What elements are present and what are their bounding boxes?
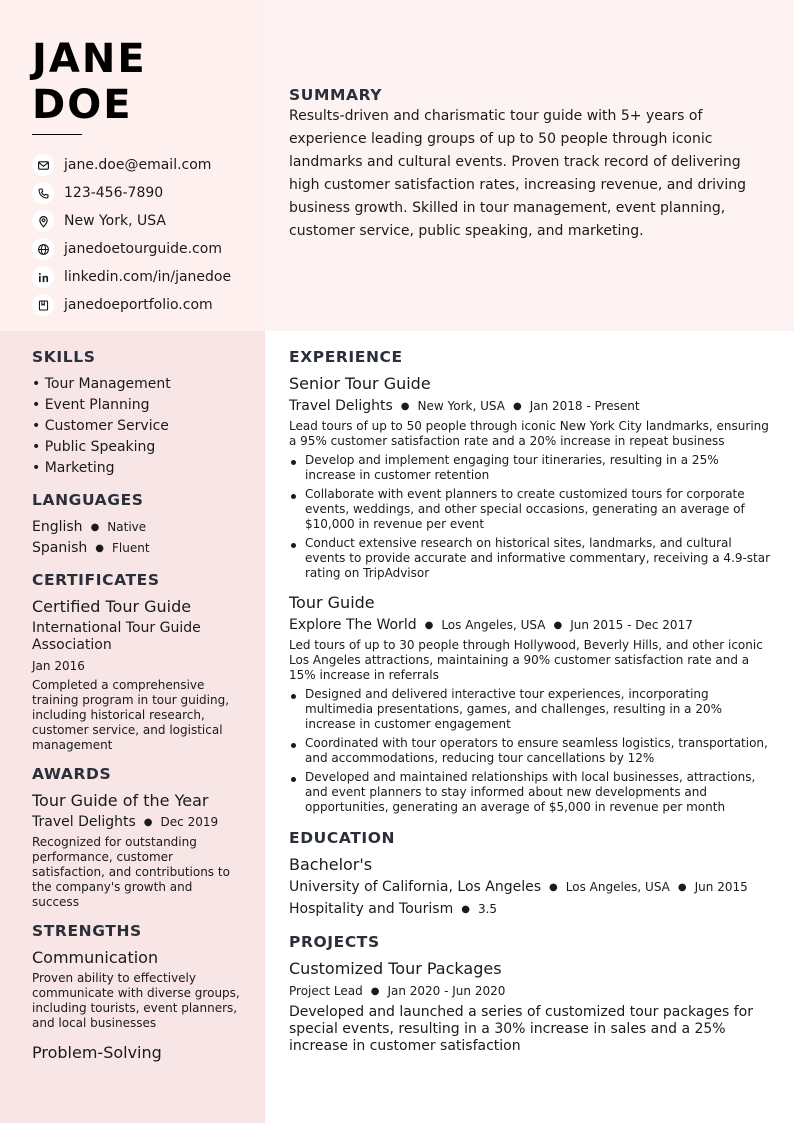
education-date: Jun 2015 — [694, 880, 748, 894]
award-meta — [32, 814, 242, 831]
certificate-date: Jan 2016 — [32, 659, 85, 673]
job-location: Los Angeles, USA — [441, 618, 546, 632]
awards-heading: AWARDS — [32, 765, 112, 783]
award-issuer: Travel Delights — [32, 814, 136, 830]
job-title: Senior Tour Guide — [289, 374, 431, 393]
summary-text: Results-driven and charismatic tour guide with 5+ years of experience leading groups of up to 50 people through iconic landmarks and cultural events. Proven track record of delivering high customer satisfaction rates, increasing revenue, and driving business growth. Skilled in tour management, event planning, customer service, public speaking, and marketing. — [289, 108, 746, 239]
skill-item: • Marketing — [32, 460, 115, 476]
certificate-issuer: International Tour Guide Association — [32, 620, 201, 653]
separator-dot: ● — [553, 620, 563, 631]
first-name: JANE — [32, 36, 147, 82]
separator-dot: ● — [549, 882, 558, 893]
language-item — [32, 517, 242, 538]
job-dates: Jun 2015 - Dec 2017 — [570, 618, 693, 632]
job-bullet: Collaborate with event planners to create customized tours for corporate events, weddings, and other special occasions, generating an average of $10,000 in revenue per event — [289, 487, 771, 532]
skill-item: • Event Planning — [32, 397, 150, 413]
strength-description: Proven ability to effectively communicate with diverse groups, including tourists, event planners, and local businesses — [32, 971, 240, 1030]
job-entry — [289, 374, 771, 581]
strength-title: Problem-Solving — [32, 1043, 162, 1062]
job-bullets — [289, 687, 771, 815]
job-bullet: Coordinated with tour operators to ensure seamless logistics, transportation, and accommodations, reducing tour cancellations by 12% — [289, 736, 771, 766]
separator-dot: ● — [370, 986, 380, 997]
language-item — [32, 538, 242, 559]
experience-section — [289, 348, 771, 815]
contact-linkedin-text: linkedin.com/in/janedoe — [64, 269, 232, 285]
job-meta — [289, 397, 771, 416]
skill-item: • Customer Service — [32, 418, 169, 434]
job-bullet: Conduct extensive research on historical sites, landmarks, and cultural events to provide accurate and informative commentary, receiving a 4.9-star rating on TripAdvisor — [289, 536, 771, 581]
skill-item: • Tour Management — [32, 376, 171, 392]
email-icon — [32, 154, 54, 176]
main-content — [289, 348, 771, 1069]
contact-location-text: New York, USA — [64, 213, 166, 229]
contact-email[interactable] — [32, 151, 231, 179]
skills-section — [32, 348, 242, 479]
project-title: Customized Tour Packages — [289, 959, 502, 978]
school-location: Los Angeles, USA — [565, 880, 670, 894]
job-description: Lead tours of up to 50 people through iconic New York City landmarks, ensuring a 95% customer satisfaction rate and a 20% increase in repeat business — [289, 419, 769, 448]
languages-section — [32, 491, 242, 559]
gpa: 3.5 — [477, 902, 498, 916]
candidate-name — [32, 36, 147, 128]
strengths-section — [32, 922, 242, 1063]
separator-dot: ● — [400, 401, 410, 412]
certificate-description: Completed a comprehensive training program in tour guiding, including historical research, customer service, and logistical management — [32, 678, 230, 752]
separator-dot: ● — [677, 882, 687, 893]
linkedin-icon — [32, 266, 54, 288]
job-bullets — [289, 453, 771, 581]
experience-heading: EXPERIENCE — [289, 348, 403, 366]
separator-dot: ● — [90, 522, 100, 533]
separator-dot: ● — [95, 543, 105, 554]
strengths-heading: STRENGTHS — [32, 922, 142, 940]
projects-section — [289, 933, 771, 1055]
job-title: Tour Guide — [289, 593, 375, 612]
job-bullet: Developed and maintained relationships with local businesses, attractions, and event planners to stay informed about new developments and opportunities, generating an average of $5,000 in revenue per month — [289, 770, 771, 815]
language-level: Fluent — [112, 541, 150, 555]
job-bullet: Develop and implement engaging tour itineraries, resulting in a 25% increase in customer retention — [289, 453, 771, 483]
award-date: Dec 2019 — [160, 815, 219, 829]
sidebar-content — [32, 348, 242, 1075]
education-meta — [289, 878, 771, 897]
skill-item: • Public Speaking — [32, 439, 156, 455]
contact-email-text: jane.doe@email.com — [64, 157, 212, 173]
contact-website-text: janedoetourguide.com — [64, 241, 222, 257]
strength-title: Communication — [32, 948, 159, 967]
phone-icon — [32, 182, 54, 204]
last-name: DOE — [32, 82, 133, 128]
contact-list — [32, 151, 231, 319]
job-entry — [289, 593, 771, 815]
projects-heading: PROJECTS — [289, 933, 380, 951]
certificate-title: Certified Tour Guide — [32, 597, 192, 616]
education-section — [289, 829, 771, 919]
language-level: Native — [107, 520, 147, 534]
language-name: English — [32, 519, 83, 535]
name-divider — [32, 134, 82, 135]
separator-dot: ● — [461, 904, 470, 915]
job-meta — [289, 616, 771, 635]
contact-phone-text: 123-456-7890 — [64, 185, 164, 201]
contact-website[interactable] — [32, 235, 231, 263]
contact-phone[interactable] — [32, 179, 231, 207]
job-company: Travel Delights — [289, 398, 393, 414]
certificates-heading: CERTIFICATES — [32, 571, 160, 589]
project-dates: Jan 2020 - Jun 2020 — [387, 984, 506, 998]
summary-section — [289, 86, 769, 243]
school-name: University of California, Los Angeles — [289, 879, 542, 895]
summary-heading: SUMMARY — [289, 86, 383, 104]
project-meta — [289, 982, 771, 1001]
contact-location — [32, 207, 231, 235]
skills-heading: SKILLS — [32, 348, 96, 366]
language-name: Spanish — [32, 540, 88, 556]
degree-title: Bachelor's — [289, 855, 373, 874]
separator-dot: ● — [512, 401, 522, 412]
award-title: Tour Guide of the Year — [32, 791, 209, 810]
location-pin-icon — [32, 210, 54, 232]
contact-portfolio[interactable] — [32, 291, 231, 319]
contact-portfolio-text: janedoeportfolio.com — [64, 297, 213, 313]
awards-section — [32, 765, 242, 910]
project-role: Project Lead — [289, 984, 363, 998]
education-heading: EDUCATION — [289, 829, 396, 847]
education-field-row — [289, 900, 771, 919]
contact-linkedin[interactable] — [32, 263, 231, 291]
languages-heading: LANGUAGES — [32, 491, 144, 509]
field-of-study: Hospitality and Tourism — [289, 901, 454, 917]
job-location: New York, USA — [417, 399, 505, 413]
award-description: Recognized for outstanding performance, customer satisfaction, and contributions to the company's growth and success — [32, 835, 230, 909]
globe-icon — [32, 238, 54, 260]
portfolio-icon — [32, 294, 54, 316]
project-description: Developed and launched a series of customized tour packages for special events, resulting in a 30% increase in sales and a 25% increase in customer satisfaction — [289, 1004, 753, 1054]
job-dates: Jan 2018 - Present — [529, 399, 640, 413]
job-bullet: Designed and delivered interactive tour experiences, incorporating multimedia presentations, games, and challenges, resulting in a 20% increase in customer engagement — [289, 687, 771, 732]
certificates-section — [32, 571, 242, 753]
separator-dot: ● — [143, 817, 153, 828]
job-company: Explore The World — [289, 617, 417, 633]
separator-dot: ● — [424, 620, 434, 631]
job-description: Led tours of up to 30 people through Hollywood, Beverly Hills, and other iconic Los Angeles attractions, maintaining a 90% customer satisfaction rate and a 15% increase in referrals — [289, 638, 763, 682]
